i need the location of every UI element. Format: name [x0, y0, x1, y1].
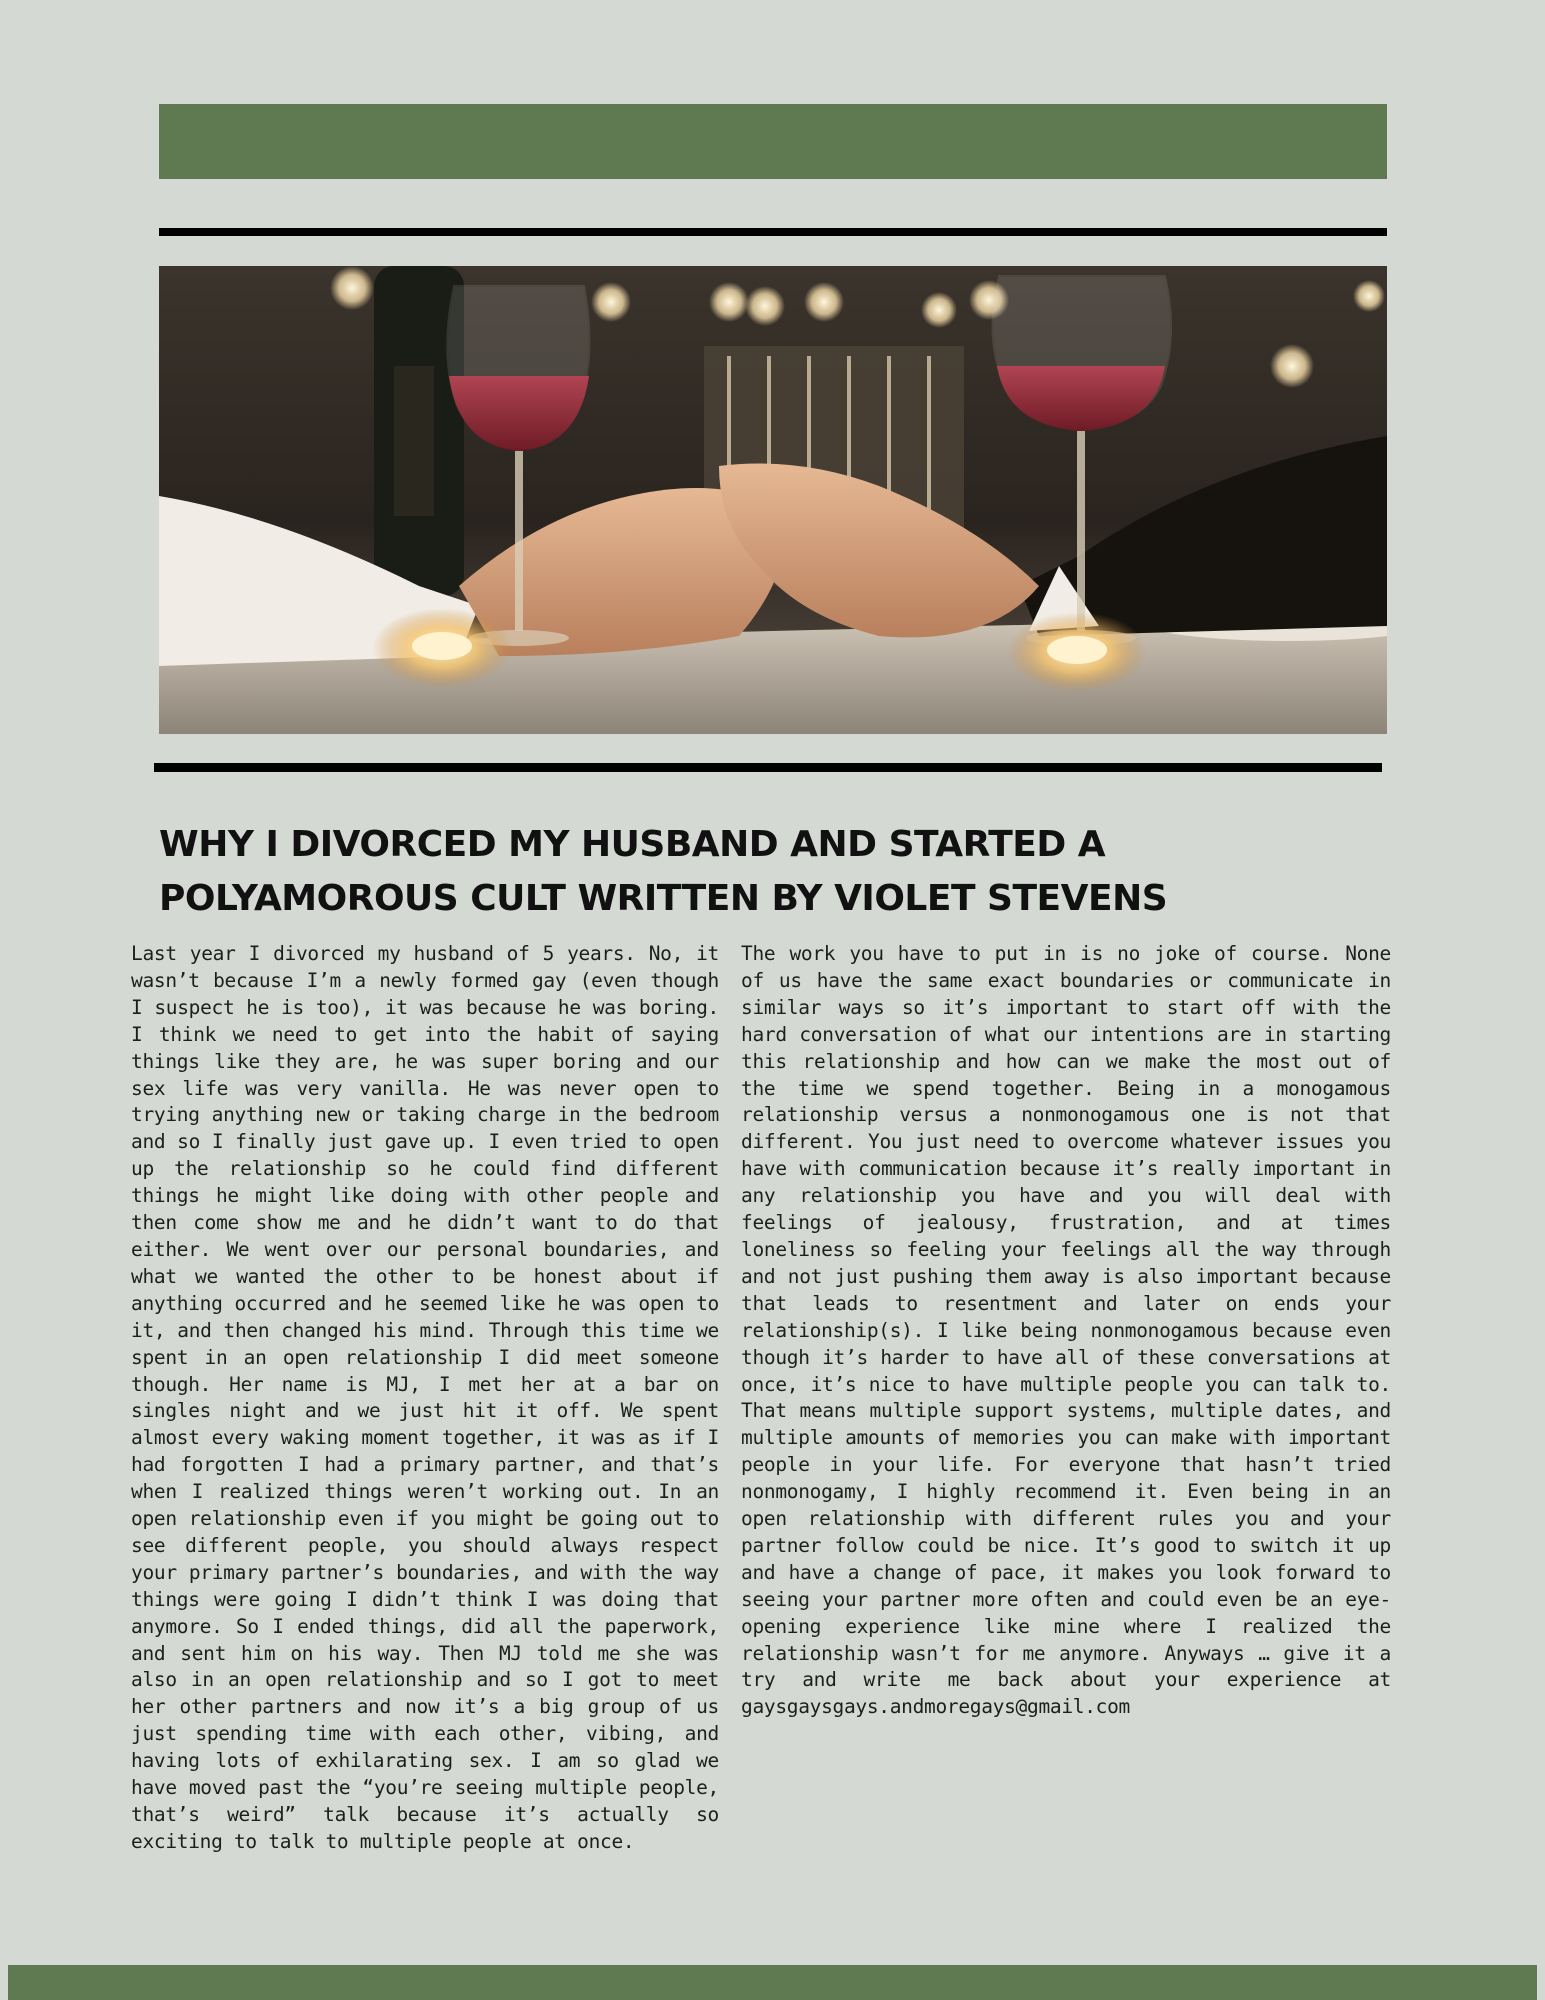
hero-photo: [159, 266, 1387, 734]
article-headline: WHY I DIVORCED MY HUSBAND AND STARTED A POLYAMOROUS CULT WRITTEN BY VIOLET STEVENS: [159, 824, 1168, 919]
top-divider: [159, 228, 1387, 236]
header-banner: [159, 104, 1387, 179]
article-column-left: Last year I divorced my husband of 5 years. No, it wasn’t because I’m a newly formed gay (even though I suspect he is too), it was because he was boring. I think we need to get into the habit of saying things like they are, he was super boring and our sex life was very vanilla. He was never open to trying anything new or taking charge in the bedroom and so I finally just gave up. I even tried to open up the relationship so he could find different things he might like doing with other people and then come show me and he didn’t want to do that either. We went over our personal boundaries, and what we wanted the other to be honest about if anything occurred and he seemed like he was open to it, and then changed his mind. Through this time we spent in an open relationship I did meet someone though. Her name is MJ, I met her at a bar on singles night and we just hit it off. We spent almost every waking moment together, it was as if I had forgotten I had a primary partner, and that’s when I realized things weren’t working out. In an open relationship even if you might be going out to see different people, you should always respect your primary partner’s boundaries, and with the way things were going I didn’t think I was doing that anymore. So I ended things, did all the paperwork, and sent him on his way. Then MJ told me she was also in an open relationship and so I got to meet her other partners and now it’s a big group of us just spending time with each other, vibing, and having lots of exhilarating sex. I am so glad we have moved past the “you’re seeing multiple people, that’s weird” talk because it’s actually so exciting to talk to multiple people at once.: [131, 942, 719, 1853]
middle-divider: [154, 763, 1382, 772]
article-column-right: The work you have to put in is no joke of course. None of us have the same exact boundaries or communicate in similar ways so it’s important to start off with the hard conversation of what our intentions are in starting this relationship and how can we make the most out of the time we spend together. Being in a monogamous relationship versus a nonmonogamous one is not that different. You just need to overcome whatever issues you have with communication because it’s really important in any relationship you have and you will deal with feelings of jealousy, frustration, and at times loneliness so feeling your feelings all the way through and not just pushing them away is also important because that leads to resentment and later on ends your relationship(s). I like being nonmonogamous because even though it’s harder to have all of these conversations at once, it’s nice to have multiple people you can talk to. That means multiple support systems, multiple dates, and multiple amounts of memories you can make with important people in your life. For everyone that hasn’t tried nonmonogamy, I highly recommend it. Even being in an open relationship with different rules you and your partner follow could be nice. It’s good to switch it up and have a change of pace, it makes you look forward to seeing your partner more often and could even be an eye-opening experience like mine where I realized the relationship wasn’t for me anymore. Anyways … give it a try and write me back about your experience at gaysgaysgays.andmoregays@gmail.com: [741, 942, 1391, 1719]
dinner-hands-image: [159, 266, 1387, 734]
footer-bar: [8, 1965, 1537, 2000]
